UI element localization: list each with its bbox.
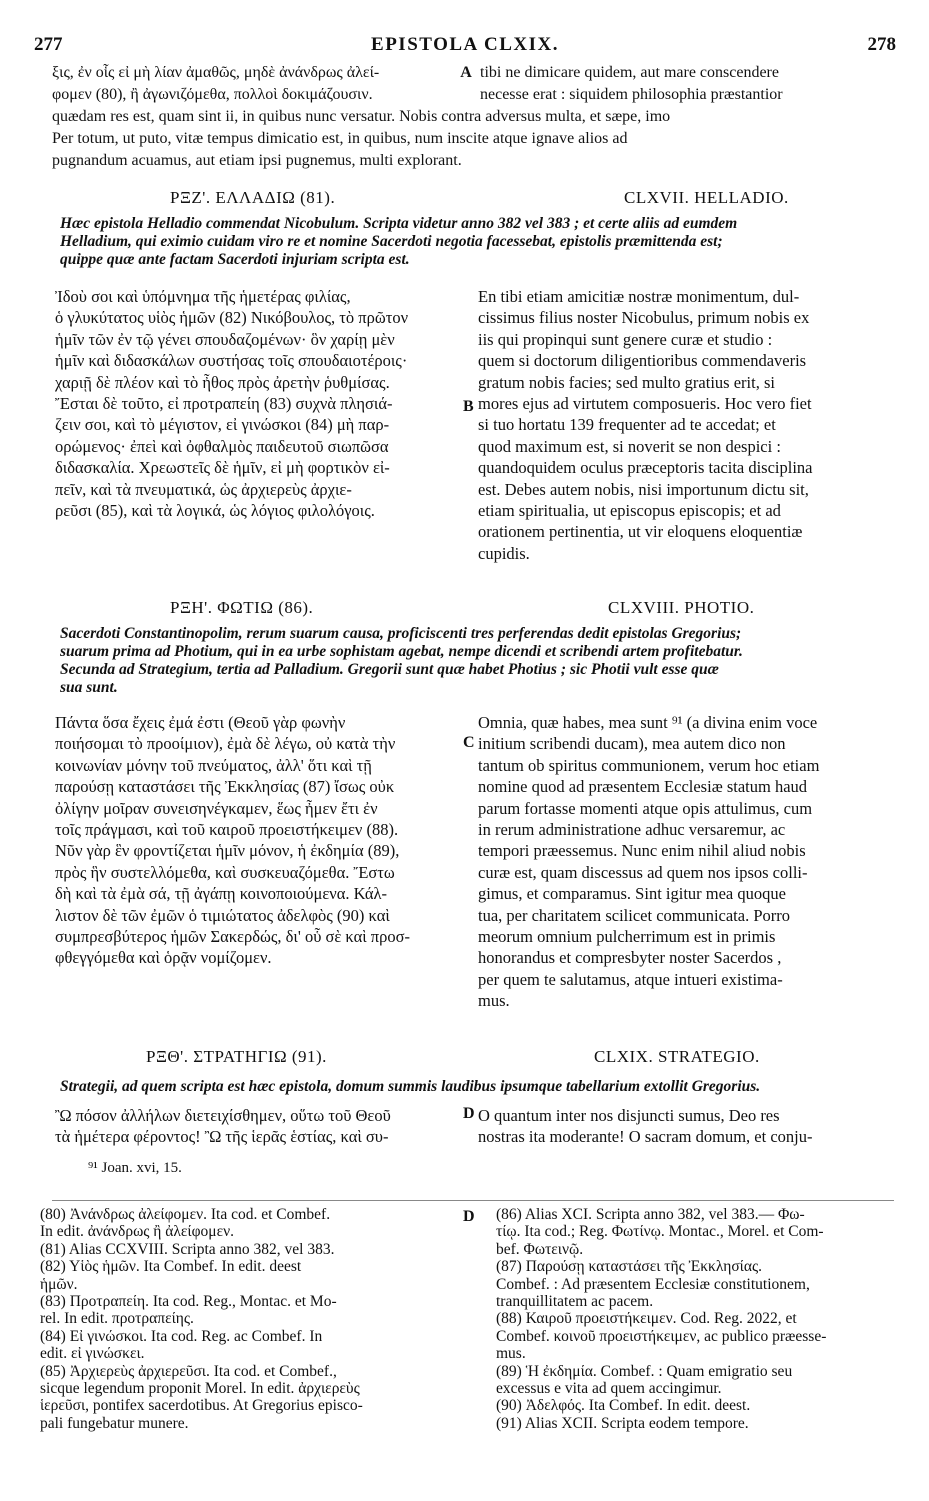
footnote: ἡμῶν. (40, 1275, 78, 1293)
letter-169-latin-heading: CLXIX. STRATEGIO. (594, 1047, 760, 1066)
letter-168-greek-heading: ΡΞΗ'. ΦΩΤΙΩ (86). (170, 598, 314, 617)
letter-167-latin-heading: CLXVII. HELLADIO. (624, 188, 789, 207)
footnote: τίῳ. Ita cod.; Reg. Φωτίνῳ. Montac., Morel. et Com- (496, 1223, 824, 1241)
letter-168-summary: Sacerdoti Constantinopolim, rerum suarum causa, proficiscenti tres perferendas dedit epistolas Gregorius; suarum prima ad Photium, qui in ea urbe sophistam agebat, nempe dicendi et scribendi artem profitebatur. Secunda ad Strategium, tertia ad Palladium. Gregorii sunt quæ habet Photius ; sic Photii vult esse quæ sua sunt. (60, 625, 743, 696)
right-page-number: 278 (867, 34, 896, 55)
top-line: pugnandum acuamus, aut etiam ipsi pugnemus, multi explorant. (52, 152, 462, 169)
marker-d: D (463, 1105, 475, 1122)
top-line: Per totum, ut puto, vitæ tempus dimicatio est, in quibus, num inscite atque ignave alios ad (52, 130, 628, 147)
footnote: (81) Alias CCXVIII. Scripta anno 382, vel 383. (40, 1240, 335, 1258)
footnote: In edit. ἀνάνδρως ἢ ἀλείφομεν. (40, 1223, 234, 1241)
footnote: (83) Προτραπείη. Ita cod. Reg., Montac. et Mo- (40, 1293, 337, 1311)
notes-marker-d: D (463, 1208, 475, 1225)
marker-a: A (460, 64, 472, 81)
letter-167-latin-text: En tibi etiam amicitiæ nostræ monimentum, dul- cissimus filius noster Nicobulus, primum nobis ex iis qui propinqui sunt genere curæ et studio : quem si doctorum diligentioribus commendaveris gratum nobis facies; sed multo gratius erit, si mores ejus ad virtutem composueris. Hoc vero fiet si tuo hortatu 139 frequenter ad te accedat; et quod maximum est, si noverit se non despici : quandoquidem oculus præceptoris tacita disciplina est. Debes autem nobis, nisi importunum dictu sit, etiam spiritualia, ut episcopus episcopis; et ad orationem pertinentia, ut vir eloquens eloquentiæ cupidis. (478, 287, 813, 563)
letter-168-latin-heading: CLXVIII. PHOTIO. (608, 598, 755, 617)
footnote: (87) Παρούσῃ καταστάσει τῆς Ἐκκλησίας. (496, 1258, 762, 1276)
footnote: (88) Καιροῦ προειστήκειμεν. Cod. Reg. 2022, et (496, 1310, 797, 1328)
top-line: φομεν (80), ἢ ἀγωνιζόμεθα, πολλοὶ δοκιμάζουσιν. necesse erat : siquidem philosophia præstantior (52, 86, 783, 103)
letter-168-greek-text: Πάντα ὅσα ἔχεις ἐμά ἐστι (Θεοῦ γὰρ φωνὴν ποιήσομαι τὸ προοίμιον), ἐμὰ δὲ λέγω, οὐ κατὰ τὴν κοινωνίαν μόνην τοῦ πνεύματος, ἀλλ' ὅτι καὶ τῇ παρούσῃ καταστάσει τῆς Ἐκκλησίας (87) ἴσως οὐκ ὀλίγην μοῖραν συνεισηνέγκαμεν, ἕως ἦμεν ἔτι ἐν τοῖς πράγμασι, καὶ τοῦ καιροῦ προειστήκειμεν (88). Νῦν γὰρ ἓν φροντίζεται ἡμῖν μόνον, ἡ ἐκδημία (89), πρὸς ἣν συστελλόμεθα, καὶ συσκευαζόμεθα. Ἔστω δὴ καὶ τὰ ἐμὰ σά, τῇ ἀγάπῃ κοινοποιούμενα. Κάλ- λιστον δὲ τῶν ἐμῶν ὁ τιμιώτατος ἀδελφὸς (90) καὶ συμπρεσβύτερος ἡμῶν Σακερδώς, δι' οὗ σὲ καὶ προσ- φθεγγόμεθα καὶ ὁρᾷν νομίζομεν. (55, 713, 411, 968)
footnote: (80) Ἀνάνδρως ἀλείφομεν. Ita cod. et Combef. (40, 1206, 331, 1223)
footnote: bef. Φωτεινῷ. (496, 1240, 584, 1258)
footnote: (89) Ἡ ἐκδημία. Combef. : Quam emigratio seu (496, 1362, 793, 1380)
footnote: (85) Ἀρχιερεὺς ἀρχιερεῦσι. Ita cod. et Combef., (40, 1362, 337, 1380)
marker-b: B (463, 398, 474, 415)
letter-169-latin-text: O quantum inter nos disjuncti sumus, Deo res nostras ita moderante! O sacram domum, et conju- (478, 1106, 813, 1147)
footnote-divider (52, 1200, 894, 1201)
footnote: edit. εἰ γινώσκει. (40, 1345, 145, 1363)
footnote: (91) Alias XCII. Scripta eodem tempore. (496, 1414, 749, 1432)
footnote: mus. (496, 1345, 526, 1363)
marker-c: C (463, 734, 475, 751)
scripture-reference: ⁹¹ Joan. xvi, 15. (88, 1160, 182, 1176)
letter-169-summary: Strategii, ad quem scripta est hæc epistola, domum summis laudibus ipsumque tabellarium extollit Gregorius. (60, 1078, 761, 1095)
footnote: (86) Alias XCI. Scripta anno 382, vel 383.— Φω- (496, 1206, 805, 1223)
footnote: pali fungebatur munere. (40, 1414, 189, 1432)
footnote: rel. In edit. προτραπείης. (40, 1310, 194, 1328)
top-line: ξις, ἐν οἷς εἰ μὴ λίαν ἀμαθῶς, μηδὲ ἀνάνδρως ἀλεί- A tibi ne dimicare quidem, aut mare conscendere (52, 62, 892, 84)
footnote: excessus e vita ad quem accingimur. (496, 1380, 722, 1398)
letter-167-greek-text: Ἰδοὺ σοι καὶ ὑπόμνημα τῆς ἡμετέρας φιλίας, ὁ γλυκύτατος υἱὸς ἡμῶν (82) Νικόβουλος, τὸ πρῶτον ἡμῖν τῶν ἐν τῷ γένει σπουδαζομένων· ὃν χαρίῃ μὲν ἡμῖν καὶ διδασκάλων συστήσας τοῖς σπουδαιοτέροις· χαριῇ δὲ πλέον καὶ τὸ ἦθος πρὸς ἀρετὴν ῥυθμίσας. Ἔσται δὲ τοῦτο, εἰ προτραπείη (83) συχνὰ πλησιά- ζειν σοι, καὶ τὸ μέγιστον, εἰ γινώσκοι (84) μὴ παρ- ορώμενος· ἐπεὶ καὶ ὀφθαλμὸς παιδευτοῦ σιωπῶσα διδασκαλία. Χρεωστεῖς δὲ ἡμῖν, εἰ μὴ φορτικὸν εἰ- πεῖν, καὶ τὰ πνευματικά, ὡς ἀρχιερεὺς ἀρχιε- ρεῦσι (85), καὶ τὰ λογικά, ὡς λόγιος φιλολόγοις. (55, 287, 409, 521)
letter-169-greek-heading: ΡΞΘ'. ΣΤΡΑΤΗΓΙΩ (91). (146, 1047, 327, 1066)
top-line: quædam res est, quam sint ii, in quibus nunc versatur. Nobis contra adversus multa, et sæpe, imo (52, 108, 671, 125)
letter-169-greek-text: Ὢ πόσον ἀλλήλων διετειχίσθημεν, οὕτω τοῦ Θεοῦ τὰ ἡμέτερα φέροντος! Ὢ τῆς ἱερᾶς ἑστίας, καὶ συ- (55, 1106, 391, 1147)
footnote: tranquillitatem ac pacem. (496, 1293, 654, 1311)
footnote: ἱερεῦσι, pontifex sacerdotibus. At Gregorius episco- (40, 1397, 363, 1415)
running-title: EPISTOLA CLXIX. (371, 34, 559, 55)
previous-letter-ending (52, 62, 892, 172)
footnote: sicque legendum proponit Morel. In edit. ἀρχιερεὺς (40, 1380, 360, 1398)
footnote: Combef. κοινοῦ προειστήκειμεν, ac publico præesse- (496, 1327, 827, 1345)
footnote: (82) Υἱὸς ἡμῶν. Ita Combef. In edit. deest (40, 1258, 302, 1276)
running-header (34, 34, 896, 58)
left-page-number: 277 (34, 34, 63, 55)
footnotes-right (496, 1206, 896, 1432)
footnotes-left (40, 1206, 460, 1432)
footnote: (90) Ἀδελφός. Ita Combef. In edit. deest. (496, 1397, 751, 1415)
letter-168-latin-text: Omnia, quæ habes, mea sunt ⁹¹ (a divina enim voce initium scribendi ducam), mea autem dico non tantum ob spiritus communionem, verum hoc etiam nomine quod ad præsentem Ecclesiæ statum haud parum fortasse momenti atque opis attulimus, cum in rerum administratione adhuc versaremur, ac tempori præessemus. Nunc enim nihil aliud nobis curæ est, quam discessus ad quem nos ipsos colli- gimus, et comparamus. Sint igitur mea quoque tua, per charitatem scilicet communicata. Porro meorum omnium pulcherrimum est in primis honorandus et compresbyter noster Sacerdos , per quem te salutamus, atque intueri existima- mus. (478, 713, 820, 1011)
letter-167-greek-heading: ΡΞΖ'. ΕΛΛΑΔΙΩ (81). (170, 188, 336, 207)
footnote: (84) Εἰ γινώσκοι. Ita cod. Reg. ac Combef. In (40, 1327, 323, 1345)
footnote: Combef. : Ad præsentem Ecclesiæ constitutionem, (496, 1275, 810, 1293)
letter-167-summary: Hæc epistola Helladio commendat Nicobulum. Scripta videtur anno 382 vel 383 ; et certe aliis ad eumdem Helladium, qui eximio cuidam viro re et nomine Sacerdoti negotia facessebat, epistolis præmittenda est; quippe quæ ante factam Sacerdoti injuriam scripta est. (60, 215, 738, 268)
